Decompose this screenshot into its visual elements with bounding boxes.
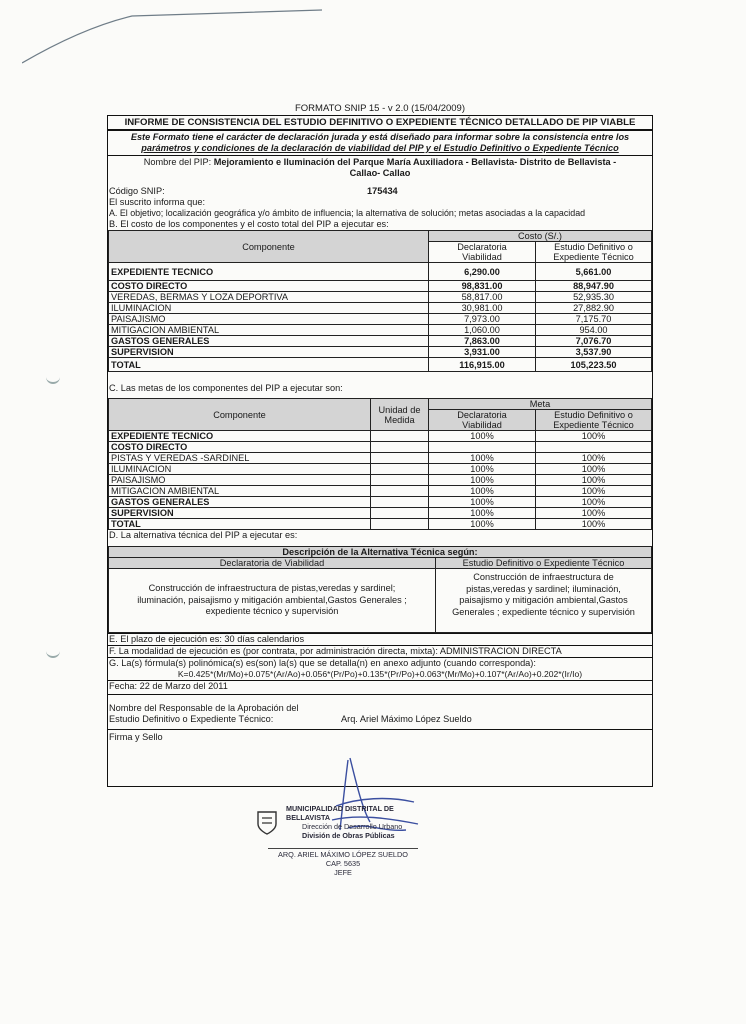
goal-row-a: 100% [429, 453, 536, 464]
snip-code-value: 175434 [367, 186, 398, 196]
point-e: E. El plazo de ejecución es: 30 días calendarios [108, 633, 652, 645]
goal-row-name: GASTOS GENERALES [109, 497, 371, 508]
table-row [109, 431, 652, 442]
cost-row-b: 954.00 [536, 325, 652, 336]
goal-row-name: SUPERVISION [109, 508, 371, 519]
cost-row-name: EXPEDIENTE TECNICO [109, 263, 429, 281]
cost-row-b: 52,935.30 [536, 292, 652, 303]
table-row [109, 325, 652, 336]
table-row [109, 303, 652, 314]
cost-row-a: 3,931.00 [429, 347, 536, 358]
table-row [109, 358, 652, 372]
cost-row-a: 30,981.00 [429, 303, 536, 314]
table-row [109, 314, 652, 325]
pip-name-line-1: Mejoramiento e Iluminación del Parque María Auxiliadora - Bellavista- Distrito de Bellavista - [213, 157, 617, 167]
alt-text-b: Construcción de infraestructura de pistas,veredas y sardinel; iluminación, paisajismo y mitigación ambiental,Gastos Generales ; expediente técnico y supervisión [436, 569, 652, 633]
goal-row-b: 100% [536, 486, 652, 497]
responsible-name: Arq. Ariel Máximo López Sueldo [341, 714, 472, 724]
table-row [109, 519, 652, 530]
table-row [109, 486, 652, 497]
cost-row-name: COSTO DIRECTO [109, 281, 429, 292]
stamp-line-3: División de Obras Públicas [302, 831, 395, 840]
goal-row-a: 100% [429, 475, 536, 486]
goal-row-name: PAISAJISMO [109, 475, 371, 486]
goal-row-a: 100% [429, 486, 536, 497]
goals-col-unit: Unidad de Medida [371, 399, 429, 431]
intro-line-1: Este Formato tiene el carácter de declaración jurada y está diseñado para informar sobre la consistencia entre los [130, 132, 630, 142]
goals-table [108, 398, 652, 530]
intro-text [108, 131, 652, 155]
table-row [109, 347, 652, 358]
goals-col-component: Componente [109, 399, 371, 431]
formula: K=0.425*(Mr/Mo)+0.075*(Ar/Ao)+0.056*(Pr/Po)+0.135*(Pr/Po)+0.063*(Mr/Mo)+0.107*(Ar/Ao)+0.202*(Ir/Io) [108, 669, 652, 681]
responsible-line-2: Estudio Definitivo o Expediente Técnico: [109, 714, 274, 724]
cost-row-b: 105,223.50 [536, 358, 652, 372]
goal-row-a: 100% [429, 497, 536, 508]
municipal-stamp [262, 804, 432, 840]
table-row [109, 508, 652, 519]
point-c: C. Las metas de los componentes del PIP a ejecutar son: [109, 383, 343, 393]
table-row [109, 453, 652, 464]
cost-row-b: 3,537.90 [536, 347, 652, 358]
goal-row-name: COSTO DIRECTO [109, 442, 371, 453]
intro-line-2: parámetros y condiciones de la declaración de viabilidad del PIP y el Estudio Definitivo o Expediente Técnico [141, 143, 619, 153]
cost-row-name: ILUMINACION [109, 303, 429, 314]
goal-row-a: 100% [429, 519, 536, 530]
table-row [109, 292, 652, 303]
stamp-line-2: Dirección de Desarrollo Urbano [302, 822, 403, 831]
goal-row-b: 100% [536, 475, 652, 486]
cost-row-a: 1,060.00 [429, 325, 536, 336]
table-row [109, 336, 652, 347]
pip-name-line-2: Callao- Callao [349, 168, 411, 178]
goal-row-name: PISTAS Y VEREDAS -SARDINEL [109, 453, 371, 464]
goal-row-b: 100% [536, 431, 652, 442]
pip-name-label: Nombre del PIP: [143, 157, 212, 167]
snip-code-label: Código SNIP: [109, 186, 165, 196]
cost-row-a: 7,863.00 [429, 336, 536, 347]
cost-col-b: Estudio Definitivo o Expediente Técnico [536, 242, 652, 263]
responsible-block [108, 695, 652, 730]
goal-row-b: 100% [536, 508, 652, 519]
cost-row-b: 27,882.90 [536, 303, 652, 314]
table-row [109, 464, 652, 475]
point-d: D. La alternativa técnica del PIP a ejecutar es: [109, 530, 298, 540]
cost-row-name: TOTAL [109, 358, 429, 372]
cost-row-b: 7,175.70 [536, 314, 652, 325]
cost-row-name: GASTOS GENERALES [109, 336, 429, 347]
goal-row-a [429, 442, 536, 453]
cost-col-component: Componente [109, 231, 429, 263]
cost-row-a: 58,817.00 [429, 292, 536, 303]
point-g: G. La(s) fórmula(s) polinómica(s) es(son) la(s) que se detalla(n) en anexo adjunto (cuando corresponda): [108, 657, 652, 669]
date: Fecha: 22 de Marzo del 2011 [108, 681, 652, 695]
alternative-table [108, 546, 652, 633]
goals-col-a: Declaratoria Viabilidad [429, 410, 536, 431]
cost-col-group: Costo (S/.) [429, 231, 652, 242]
stamp2-line-2: CAP. 5635 [325, 859, 361, 868]
punch-hole-bottom [46, 646, 60, 658]
crest-icon [256, 810, 278, 836]
cost-row-name: MITIGACION AMBIENTAL [109, 325, 429, 336]
info-box [107, 130, 653, 787]
goal-row-name: EXPEDIENTE TECNICO [109, 431, 371, 442]
goal-row-a: 100% [429, 508, 536, 519]
alt-title: Descripción de la Alternativa Técnica según: [109, 547, 652, 558]
document [107, 103, 653, 787]
pip-name [108, 155, 652, 180]
alt-col-a: Declaratoria de Viabilidad [109, 558, 436, 569]
goal-row-b: 100% [536, 464, 652, 475]
cost-row-name: VEREDAS, BERMAS Y LOZA DEPORTIVA [109, 292, 429, 303]
cost-row-name: SUPERVISION [109, 347, 429, 358]
goal-row-a: 100% [429, 464, 536, 475]
responsible-line-1: Nombre del Responsable de la Aprobación del [109, 703, 299, 713]
table-row [109, 475, 652, 486]
scan-edge-line [22, 8, 322, 68]
goal-row-b [536, 442, 652, 453]
goals-col-group: Meta [429, 399, 652, 410]
alt-text-a: Construcción de infraestructura de pistas,veredas y sardinel; iluminación, paisajismo y mitigación ambiental,Gastos Generales ; expediente técnico y supervisión [109, 569, 436, 633]
report-title: INFORME DE CONSISTENCIA DEL ESTUDIO DEFINITIVO O EXPEDIENTE TÉCNICO DETALLADO DE PIP VIABLE [107, 115, 653, 130]
cost-row-a: 7,973.00 [429, 314, 536, 325]
stamp-line-1: MUNICIPALIDAD DISTRITAL DE BELLAVISTA [286, 804, 394, 822]
table-row [109, 281, 652, 292]
punch-hole-top [46, 372, 60, 384]
stamp2-line-1: ARQ. ARIEL MÁXIMO LÓPEZ SUELDO [278, 850, 408, 859]
point-b: B. El costo de los componentes y el costo total del PIP a ejecutar es: [109, 219, 389, 229]
goal-row-name: ILUMINACION [109, 464, 371, 475]
goal-row-name: MITIGACION AMBIENTAL [109, 486, 371, 497]
snip-code-row [108, 186, 652, 197]
point-a: A. El objetivo; localización geográfica y/o ámbito de influencia; la alternativa de solución; metas asociadas a la capacidad [109, 208, 586, 218]
cost-table [108, 230, 652, 372]
informs-text: El suscrito informa que: [109, 197, 205, 207]
goal-row-a: 100% [429, 431, 536, 442]
goal-row-b: 100% [536, 453, 652, 464]
format-line: FORMATO SNIP 15 - v 2.0 (15/04/2009) [294, 103, 466, 114]
cost-row-name: PAISAJISMO [109, 314, 429, 325]
table-row [109, 263, 652, 281]
cost-row-a: 6,290.00 [429, 263, 536, 281]
goal-row-name: TOTAL [109, 519, 371, 530]
table-row [109, 497, 652, 508]
cost-row-a: 116,915.00 [429, 358, 536, 372]
cost-col-a: Declaratoria Viabilidad [429, 242, 536, 263]
table-row [109, 442, 652, 453]
goal-row-b: 100% [536, 519, 652, 530]
cost-row-b: 7,076.70 [536, 336, 652, 347]
cost-row-b: 88,947.90 [536, 281, 652, 292]
cost-row-b: 5,661.00 [536, 263, 652, 281]
point-f: F. La modalidad de ejecución es (por contrata, por administración directa, mixta): ADMINISTRACION DIRECTA [108, 645, 652, 657]
signature-label: Firma y Sello [109, 732, 163, 742]
name-stamp [258, 848, 428, 877]
alt-col-b: Estudio Definitivo o Expediente Técnico [436, 558, 652, 569]
goal-row-b: 100% [536, 497, 652, 508]
goals-col-b: Estudio Definitivo o Expediente Técnico [536, 410, 652, 431]
cost-row-a: 98,831.00 [429, 281, 536, 292]
stamp2-line-3: JEFE [334, 868, 352, 877]
